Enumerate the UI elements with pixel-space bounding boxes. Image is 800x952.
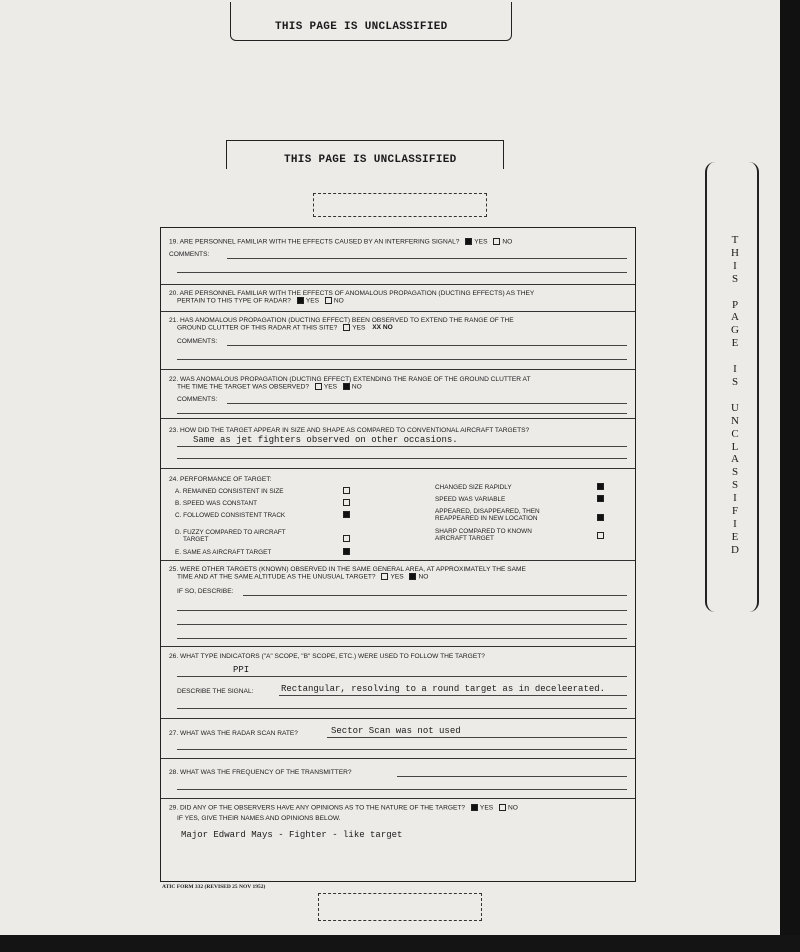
q26-signal: Rectangular, resolving to a round target as in deceleerated. <box>281 684 606 694</box>
q24-left-e-checkbox <box>343 548 350 555</box>
q24-left-b-checkbox <box>343 499 350 506</box>
q19-comments: COMMENTS: <box>169 251 210 258</box>
q21-no-mark: XX NO <box>372 324 393 332</box>
q26-text: 26. WHAT TYPE INDICATORS ("A" SCOPE, "B" SCOPE, ETC.) WERE USED TO FOLLOW THE TARGET? <box>169 653 485 660</box>
q25-describe-line <box>177 610 627 611</box>
q22-yes-checkbox <box>315 383 322 390</box>
q24-left-b: B. SPEED WAS CONSTANT <box>175 500 258 507</box>
question-27 <box>161 718 635 759</box>
q29-yes-checkbox <box>471 804 478 811</box>
q24-right-b-checkbox <box>597 495 604 502</box>
scan-edge-bottom <box>0 935 800 952</box>
q22-comments: COMMENTS: <box>177 396 218 403</box>
q24-left-e: E. SAME AS AIRCRAFT TARGET <box>175 549 272 556</box>
q19-comment-line <box>177 272 627 273</box>
q29-text: 29. DID ANY OF THE OBSERVERS HAVE ANY OPINIONS AS TO THE NATURE OF THE TARGET? <box>169 804 466 812</box>
q24-right-a-checkbox <box>597 483 604 490</box>
dashed-box-top <box>313 193 487 217</box>
q22-line1: 22. WAS ANOMALOUS PROPAGATION (DUCTING EFFECT) EXTENDING THE RANGE OF THE GROUND CLUTTER AT <box>169 376 531 383</box>
q26-signal-line <box>279 695 627 696</box>
q24-right-d-line2: AIRCRAFT TARGET <box>435 535 494 542</box>
q27-answer: Sector Scan was not used <box>331 726 461 736</box>
q20-no-checkbox <box>325 297 332 304</box>
q26-signal-line <box>177 708 627 709</box>
q26-signal-label: DESCRIBE THE SIGNAL: <box>177 688 254 695</box>
q23-text: 23. HOW DID THE TARGET APPEAR IN SIZE AND SHAPE AS COMPARED TO CONVENTIONAL AIRCRAFT TARGETS? <box>169 427 530 434</box>
dashed-box-bottom <box>318 893 482 921</box>
q26-answer-line <box>177 676 627 677</box>
question-20: 20. ARE PERSONNEL FAMILIAR WITH THE EFFECTS OF ANOMALOUS PROPAGATION (DUCTING EFFECTS) AS THEY PERTAIN TO THIS TYPE OF RADAR? YES NO <box>161 284 635 312</box>
q24-left-d: D. FUZZY COMPARED TO AIRCRAFT <box>175 529 286 536</box>
q19-comment-line <box>227 258 627 259</box>
q24-left-d-line2: TARGET <box>183 536 209 543</box>
q25-describe: IF SO, DESCRIBE: <box>177 588 234 595</box>
q28-answer-line <box>177 789 627 790</box>
question-29: 29. DID ANY OF THE OBSERVERS HAVE ANY OPINIONS AS TO THE NATURE OF THE TARGET? YES NO IF YES, GIVE THEIR NAMES AND OPINIONS BELOW. Major Edward Mays - Fighter - like target <box>169 804 518 840</box>
mid-stamp: THIS PAGE IS UNCLASSIFIED <box>284 154 457 166</box>
q22-comment-line <box>227 403 627 404</box>
q24-right-d-checkbox <box>597 532 604 539</box>
q24-left-c: C. FOLLOWED CONSISTENT TRACK <box>175 512 286 519</box>
q25-describe-line <box>243 595 627 596</box>
question-22: 22. WAS ANOMALOUS PROPAGATION (DUCTING EFFECT) EXTENDING THE RANGE OF THE GROUND CLUTTER AT THE TIME THE TARGET WAS OBSERVED? YES NO COMMENTS: <box>161 369 635 419</box>
question-24 <box>161 468 635 561</box>
q29-no-checkbox <box>499 804 506 811</box>
q21-line2: GROUND CLUTTER OF THIS RADAR AT THIS SITE? <box>177 324 338 332</box>
q25-no-checkbox <box>409 573 416 580</box>
q24-right-c-checkbox <box>597 514 604 521</box>
q28-answer-line <box>397 776 627 777</box>
form-footer: ATIC FORM 332 (REVISED 25 NOV 1952) <box>162 884 266 890</box>
q23-answer-line <box>177 446 627 447</box>
scan-edge-right <box>780 0 800 952</box>
q24-left-a: A. REMAINED CONSISTENT IN SIZE <box>175 488 284 495</box>
q19-yes-checkbox <box>465 238 472 245</box>
q24-right-a: CHANGED SIZE RAPIDLY <box>435 484 512 491</box>
question-28 <box>161 758 635 799</box>
q25-line2: TIME AND AT THE SAME ALTITUDE AS THE UNUSUAL TARGET? <box>177 573 376 581</box>
top-stamp: THIS PAGE IS UNCLASSIFIED <box>275 21 448 33</box>
q21-comments: COMMENTS: <box>177 338 218 345</box>
q21-line1: 21. HAS ANOMALOUS PROPAGATION (DUCTING EFFECT) BEEN OBSERVED TO EXTEND THE RANGE OF THE <box>169 317 514 324</box>
q25-line1: 25. WERE OTHER TARGETS (KNOWN) OBSERVED IN THE SAME GENERAL AREA, AT APPROXIMATELY THE SAME <box>169 566 526 573</box>
question-21: 21. HAS ANOMALOUS PROPAGATION (DUCTING EFFECT) BEEN OBSERVED TO EXTEND THE RANGE OF THE GROUND CLUTTER OF THIS RADAR AT THIS SITE? YES XX NO COMMENTS: <box>161 311 635 370</box>
question-26 <box>161 646 635 719</box>
q28-text: 28. WHAT WAS THE FREQUENCY OF THE TRANSMITTER? <box>169 769 352 776</box>
q19-text: 19. ARE PERSONNEL FAMILIAR WITH THE EFFECTS CAUSED BY AN INTERFERING SIGNAL? <box>169 238 460 246</box>
question-25: 25. WERE OTHER TARGETS (KNOWN) OBSERVED IN THE SAME GENERAL AREA, AT APPROXIMATELY THE SAME TIME AND AT THE SAME ALTITUDE AS THE UNUSUAL TARGET? YES NO IF SO, DESCRIBE: <box>161 560 635 647</box>
side-stamp: T H I S P A G E I S U N C L A S S I F I E D <box>731 234 739 556</box>
q24-right-d: SHARP COMPARED TO KNOWN <box>435 528 532 535</box>
question-19: 19. ARE PERSONNEL FAMILIAR WITH THE EFFECTS CAUSED BY AN INTERFERING SIGNAL? YES NO COMMENTS: <box>161 228 635 285</box>
q29-line2: IF YES, GIVE THEIR NAMES AND OPINIONS BELOW. <box>177 815 341 822</box>
q20-yes-checkbox <box>297 297 304 304</box>
q24-title: 24. PERFORMANCE OF TARGET: <box>169 476 272 483</box>
q29-answer: Major Edward Mays - Fighter - like target <box>181 830 403 840</box>
q25-yes-checkbox <box>381 573 388 580</box>
q21-comment-line <box>227 345 627 346</box>
q22-no-checkbox <box>343 383 350 390</box>
q24-left-a-checkbox <box>343 487 350 494</box>
q21-comment-line <box>177 359 627 360</box>
q27-answer-line <box>327 737 627 738</box>
q27-answer-line <box>177 749 627 750</box>
question-23 <box>161 418 635 469</box>
q20-line2: PERTAIN TO THIS TYPE OF RADAR? <box>177 297 291 305</box>
q25-describe-line <box>177 638 627 639</box>
q25-describe-line <box>177 624 627 625</box>
q22-comment-line <box>177 413 627 414</box>
q24-right-b: SPEED WAS VARIABLE <box>435 496 506 503</box>
q27-text: 27. WHAT WAS THE RADAR SCAN RATE? <box>169 730 298 737</box>
q19-no-checkbox <box>493 238 500 245</box>
q23-answer: Same as jet fighters observed on other occasions. <box>193 435 458 445</box>
q22-line2: THE TIME THE TARGET WAS OBSERVED? <box>177 383 310 391</box>
q20-line1: 20. ARE PERSONNEL FAMILIAR WITH THE EFFECTS OF ANOMALOUS PROPAGATION (DUCTING EFFECTS) AS THEY <box>169 290 535 297</box>
q23-answer-line <box>177 458 627 459</box>
q24-right-c: APPEARED, DISAPPEARED, THEN <box>435 508 540 515</box>
q21-yes-checkbox <box>343 324 350 331</box>
q24-right-c-line2: REAPPEARED IN NEW LOCATION <box>435 515 538 522</box>
q26-answer: PPI <box>233 665 250 675</box>
q24-left-c-checkbox <box>343 511 350 518</box>
q24-left-d-checkbox <box>343 535 350 542</box>
radar-form <box>160 227 636 882</box>
